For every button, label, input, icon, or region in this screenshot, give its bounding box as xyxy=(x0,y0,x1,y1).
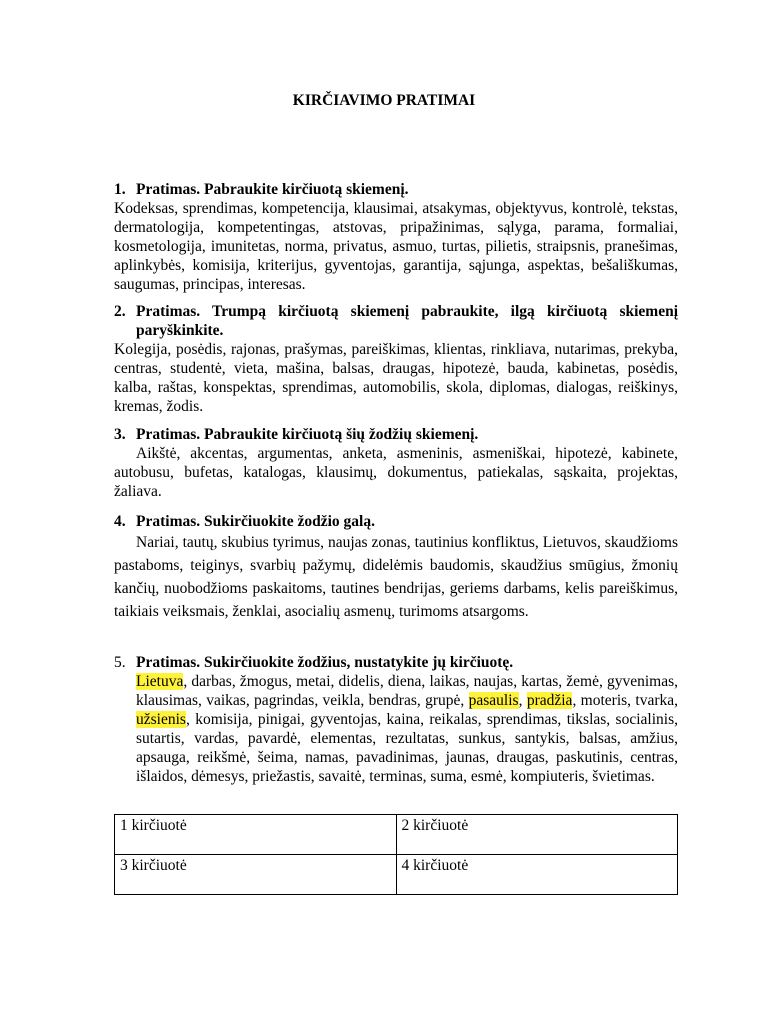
table-cell: 3 kirčiuotė xyxy=(115,855,397,895)
table-row xyxy=(115,855,678,895)
exercise-heading-text: Pratimas. Sukirčiuokite žodžio galą. xyxy=(136,513,375,530)
exercise-2 xyxy=(114,302,678,416)
exercise-heading-text: Pratimas. Sukirčiuokite žodžius, nustatykite jų kirčiuotę. xyxy=(136,654,514,671)
highlighted-word: užsienis xyxy=(136,711,186,728)
exercise-1-text: Kodeksas, sprendimas, kompetencija, klausimai, atsakymas, objektyvus, kontrolė, tekstas, dermatologija, kompetentingas, atstovas, pripažinimas, sąlyga, parama, formaliai, kosmetologija, imunitetas, norma, privatus, asmuo, turtas, pilietis, straipsnis, pranešimas, aplinkybės, komisija, kriterijus, gyventojas, garantija, sąjunga, aspektas, bešališkumas, saugumas, principas, interesas. xyxy=(114,200,678,293)
table-row xyxy=(115,815,678,855)
highlighted-word: Lietuva xyxy=(136,673,184,690)
exercise-1-heading xyxy=(114,180,678,199)
exercise-number: 1. xyxy=(114,181,126,198)
exercise-heading-text: Pratimas. Trumpą kirčiuotą skiemenį pabraukite, ilgą kirčiuotą skiemenį paryškinkite. xyxy=(136,303,678,339)
page-title: KIRČIAVIMO PRATIMAI xyxy=(292,92,476,109)
exercise-3 xyxy=(114,425,678,501)
exercise-number: 5. xyxy=(114,654,126,671)
word-list-segment: , darbas, žmogus, metai, didelis, diena, laikas, naujas, kartas, žemė, gyvenimas, klausimas, vaikas, pagrindas, veikla, bendras, grupė, xyxy=(136,673,678,709)
exercise-3-heading xyxy=(114,425,678,444)
exercise-5-heading xyxy=(114,653,678,672)
table-cell: 2 kirčiuotė xyxy=(396,815,678,855)
highlighted-word: pradžia xyxy=(526,692,573,709)
exercise-5-text xyxy=(114,672,678,786)
exercise-5 xyxy=(114,653,678,786)
exercise-1 xyxy=(114,180,678,294)
word-list-segment: , komisija, pinigai, gyventojas, kaina, reikalas, sprendimas, tikslas, socialinis, sutartis, vardas, pavardė, elementas, rezultatas, sunkus, santykis, balsas, amžius, apsauga, reikšmė, šeima, namas, pavadinimas, jaunas, draugas, paskutinis, centras, išlaidos, dėmesys, priežastis, savaitė, terminas, suma, esmė, kompiuteris, švietimas. xyxy=(136,711,678,785)
exercise-number: 4. xyxy=(114,513,126,530)
highlighted-word: pasaulis xyxy=(468,692,519,709)
exercise-number: 3. xyxy=(114,426,126,443)
exercise-4-text: Nariai, tautų, skubius tyrimus, naujas zonas, tautinius konfliktus, Lietuvos, skaudžioms pastaboms, teiginys, svarbių pažymų, didelėmis baudomis, skaudžius smūgius, žmonių kančių, nuobodžioms paskaitoms, tautines bendrijas, geriems darbams, kelis pareiškimus, taikiais veiksmais, ženklai, asocialių asmenų, turimoms atsargoms. xyxy=(114,534,678,620)
table-cell: 1 kirčiuotė xyxy=(115,815,397,855)
declension-table xyxy=(114,814,678,895)
exercise-heading-text: Pratimas. Pabraukite kirčiuotą šių žodžių skiemenį. xyxy=(136,426,479,443)
word-list-segment: , moteris, tvarka, xyxy=(572,692,679,709)
exercise-heading-text: Pratimas. Pabraukite kirčiuotą skiemenį. xyxy=(136,181,409,198)
exercise-2-text: Kolegija, posėdis, rajonas, prašymas, pareiškimas, klientas, rinkliava, nutarimas, prekyba, centras, studentė, vieta, mašina, balsas, draugas, hipotezė, bauda, kabinetas, posėdis, kalba, raštas, konspektas, sprendimas, automobilis, skola, diplomas, dialogas, reiškinys, kremas, žodis. xyxy=(114,341,678,415)
exercise-3-text: Aikštė, akcentas, argumentas, anketa, asmeninis, asmeniškai, hipotezė, kabinete, autobusu, bufetas, katalogas, klausimų, dokumentus, patiekalas, sąskaita, projektas, žaliava. xyxy=(114,445,678,500)
exercise-4 xyxy=(114,512,678,623)
exercise-4-heading xyxy=(114,512,678,531)
exercise-2-heading xyxy=(114,302,678,340)
word-list-segment: , xyxy=(518,692,527,709)
table-cell: 4 kirčiuotė xyxy=(396,855,678,895)
exercise-number: 2. xyxy=(114,303,126,320)
